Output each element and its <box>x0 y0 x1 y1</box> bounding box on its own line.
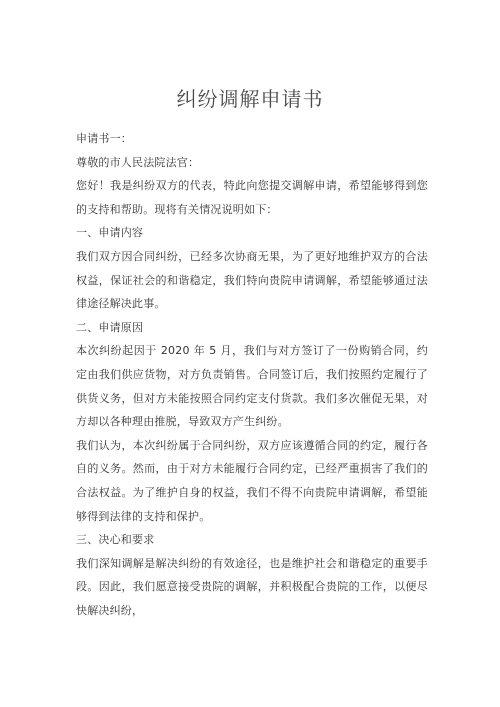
reason-paragraph-2: 我们认为，本次纠纷属于合同纠纷，双方应该遵循合同的约定，履行各自的义务。然而，由于对方未能履行合同约定，已经严重损害了我们的合法权益。为了维护自身的权益，我们不得不向贵院申请调解，希望能够得到法律的支持和保护。 <box>76 438 428 523</box>
section-heading-demands: 三、决心和要求 <box>76 533 155 547</box>
addressee-line: 尊敬的市人民法院法官： <box>76 155 200 169</box>
salutation-heading: 申请书一： <box>76 132 132 145</box>
request-paragraph: 我们双方因合同纠纷，已经多次协商无果，为了更好地维护双方的合法权益，保证社会的和谐稳定，我们特向贵院申请调解，希望能够通过法律途径解决此事。 <box>76 249 428 311</box>
reason-paragraph-1: 本次纠纷起因于 2020 年 5 月，我们与对方签订了一份购销合同，约定由我们供应货物，对方负责销售。合同签订后，我们按照约定履行了供货义务，但对方未能按照合同约定支付货款。我们多次催促无果，对方却以各种理由推脱，导致双方产生纠纷。 <box>76 344 428 429</box>
section-heading-request: 一、申请内容 <box>76 226 144 240</box>
section-heading-reason: 二、申请原因 <box>76 320 144 334</box>
document-body <box>76 127 428 622</box>
demands-paragraph: 我们深知调解是解决纠纷的有效途径，也是维护社会和谐稳定的重要手段。因此，我们愿意接受贵院的调解，并积极配合贵院的工作，以便尽快解决纠纷， <box>76 556 428 617</box>
intro-paragraph: 您好！我是纠纷双方的代表，特此向您提交调解申请，希望能够得到您的支持和帮助。现将有关情况说明如下： <box>76 179 428 216</box>
document-title: 纠纷调解申请书 <box>176 87 324 111</box>
